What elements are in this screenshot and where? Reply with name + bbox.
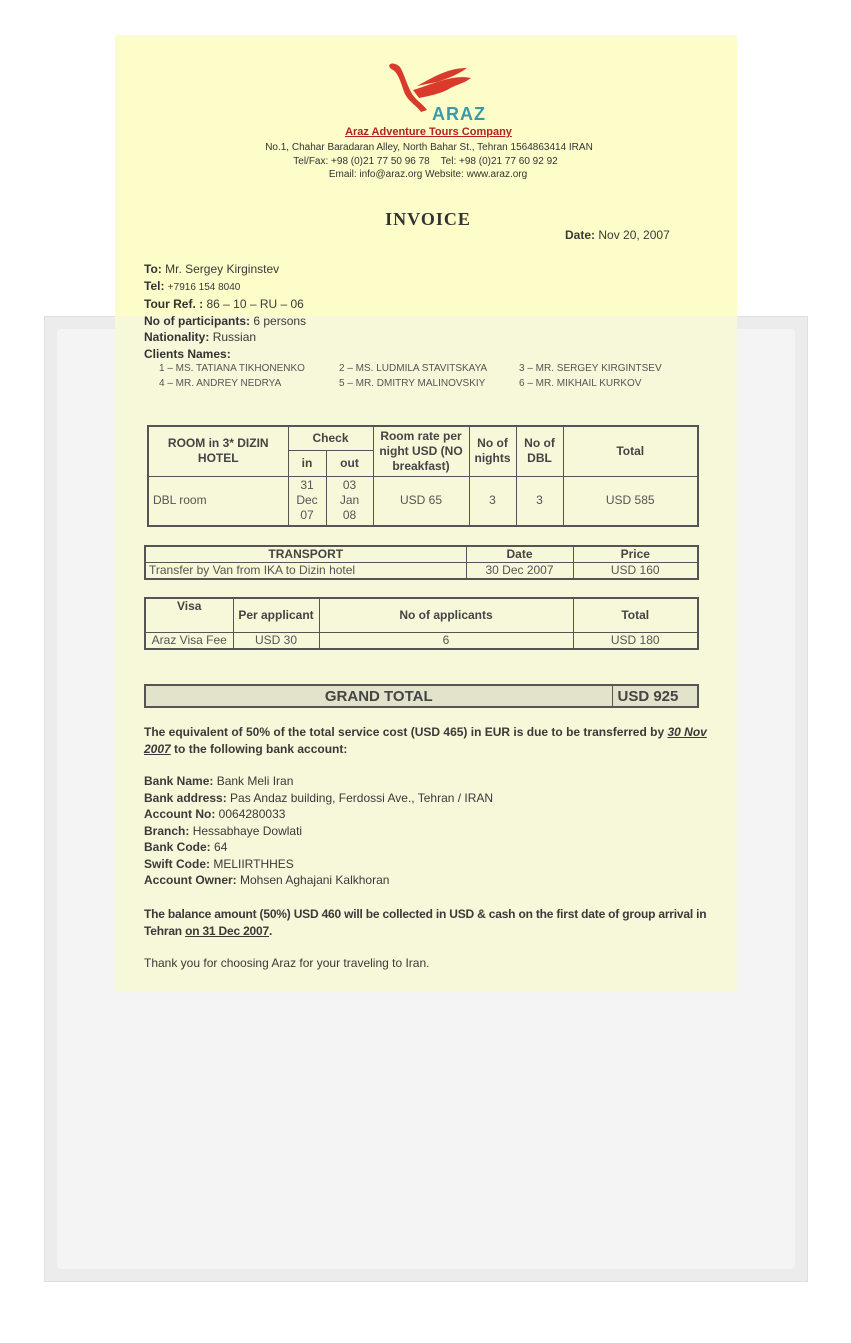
grand-total-value: USD 925 <box>612 685 698 707</box>
table-row: Araz Visa Fee USD 30 6 USD 180 <box>145 632 698 649</box>
transport-table: TRANSPORT Date Price Transfer by Van from IKA to Dizin hotel 30 Dec 2007 USD 160 <box>144 545 699 580</box>
th-in: in <box>288 450 326 476</box>
company-contact: Email: info@araz.org Website: www.araz.org <box>328 169 528 180</box>
clients-label: Clients Names: <box>144 346 231 361</box>
clients-list <box>159 361 699 391</box>
client: 5 – MR. DMITRY MALINOVSKIY <box>339 378 486 389</box>
tour-ref: Tour Ref. : 86 – 10 – RU – 06 <box>144 297 304 311</box>
th-dbl: No of DBL <box>516 426 563 476</box>
date-value: Nov 20, 2007 <box>598 228 670 242</box>
th-check: Check <box>288 426 373 450</box>
hotel-table <box>147 425 699 527</box>
client: 3 – MR. SERGEY KIRGINTSEV <box>519 363 662 374</box>
account-owner: Account Owner: Mohsen Aghajani Kalkhoran <box>144 873 390 887</box>
account-no: Account No: 0064280033 <box>144 807 286 821</box>
client: 2 – MS. LUDMILA STAVITSKAYA <box>339 363 488 374</box>
thank-you-note: Thank you for choosing Araz for your traveling to Iran. <box>144 956 430 970</box>
payment-terms: The equivalent of 50% of the total service cost (USD 465) in EUR is due to be transferred by 30 Nov 2007 to the following bank account: <box>144 725 707 756</box>
th-total: Total <box>563 426 698 476</box>
client: 1 – MS. TATIANA TIKHONENKO <box>159 363 305 374</box>
th-rate: Room rate per night USD (NO breakfast) <box>373 426 469 476</box>
company-phones: Tel/Fax: +98 (0)21 77 50 96 78 Tel: +98 (0)21 77 60 92 92 <box>293 156 558 167</box>
logo-text: ARAZ <box>432 104 486 124</box>
bank-name: Bank Name: Bank Meli Iran <box>144 774 294 788</box>
grand-total-label: GRAND TOTAL <box>145 685 612 707</box>
nationality: Nationality: Russian <box>144 330 257 344</box>
company-address: No.1, Chahar Baradaran Alley, North Bahar St., Tehran 1564863414 IRAN <box>265 142 593 153</box>
recipient-info <box>144 261 306 362</box>
client: 4 – MR. ANDREY NEDRYA <box>159 378 282 389</box>
bank-code: Bank Code: 64 <box>144 840 228 854</box>
visa-table: Visa Per applicant No of applicants Total Araz Visa Fee USD 30 6 USD 180 <box>144 597 699 650</box>
participants: No of participants: 6 persons <box>144 313 307 328</box>
bank-details <box>144 773 719 889</box>
table-row: Transfer by Van from IKA to Dizin hotel 30 Dec 2007 USD 160 <box>145 563 698 580</box>
payment-deadline: 30 Nov 2007 <box>144 725 707 756</box>
recipient-to: To: Mr. Sergey Kirginstev <box>144 262 280 276</box>
grand-total <box>144 684 699 708</box>
bank-address: Bank address: Pas Andaz building, Ferdossi Ave., Tehran / IRAN <box>144 790 494 805</box>
date-label: Date: <box>565 228 596 242</box>
th-out: out <box>326 450 373 476</box>
table-row: DBL room 31 Dec 07 03 Jan 08 USD 65 3 3 USD 585 <box>148 476 698 526</box>
invoice-date <box>565 228 670 242</box>
branch: Branch: Hessabhaye Dowlati <box>144 823 303 838</box>
client: 6 – MR. MIKHAIL KURKOV <box>519 378 642 389</box>
th-nights: No of nights <box>469 426 516 476</box>
company-name: Araz Adventure Tours Company <box>345 126 512 138</box>
page-title: INVOICE <box>385 209 471 229</box>
balance-note: The balance amount (50%) USD 460 will be collected in USD & cash on the first date of group arrival in Tehran on 31 Dec 2007. <box>144 907 707 938</box>
th-room: ROOM in 3* DIZIN HOTEL <box>148 426 288 476</box>
swift-code: Swift Code: MELIIRTHHES <box>144 856 294 871</box>
recipient-tel: Tel: +7916 154 8040 <box>144 278 241 293</box>
